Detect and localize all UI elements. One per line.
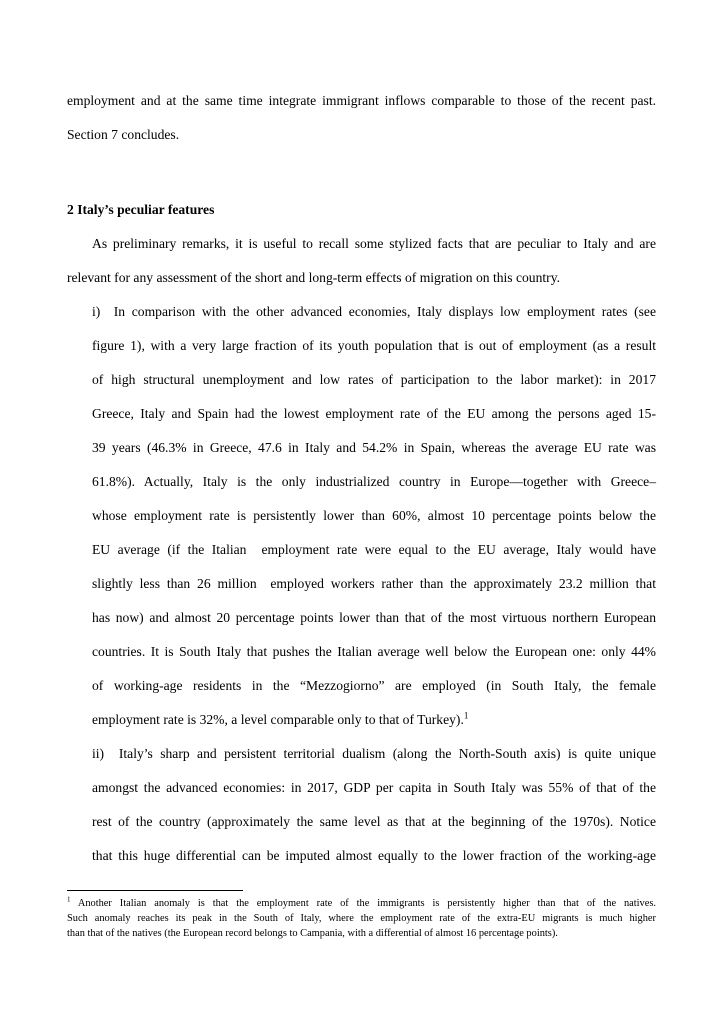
footnote-ref-1[interactable]: 1 [463, 710, 469, 721]
point-i-line-5: 39 years (46.3% in Greece, 47.6 in Italy and 54.2% in Spain, whereas the average EU rate was [92, 440, 656, 455]
footnote-line-3: than that of the natives (the European record belongs to Campania, with a differential of almost 16 percentage points). [67, 928, 558, 939]
point-ii-line-3: rest of the country (approximately the same level as that at the beginning of the 1970s). Notice [92, 814, 656, 829]
prelim-line-1: As preliminary remarks, it is useful to recall some stylized facts that are peculiar to Italy and are [92, 236, 656, 251]
footnote-line-1 [67, 896, 656, 911]
point-i-line-4: Greece, Italy and Spain had the lowest employment rate of the EU among the persons aged 15- [92, 406, 656, 421]
footnote-line-2: Such anomaly reaches its peak in the South of Italy, where the employment rate of the extra-EU migrants is much higher [67, 913, 656, 924]
section-heading: 2 Italy’s peculiar features [67, 202, 215, 217]
footnote-marker: 1 [67, 895, 71, 904]
intro-line-2: Section 7 concludes. [67, 127, 180, 142]
point-i-last-text: employment rate is 32%, a level comparable only to that of Turkey). [92, 712, 464, 727]
section-gap [67, 152, 656, 193]
footnote-line-1-text: Another Italian anomaly is that the employment rate of the immigrants is persistently higher than that of the natives. [70, 898, 656, 909]
footnote [67, 896, 656, 941]
point-i-line-10: has now) and almost 20 percentage points lower than that of the most virtuous northern European [92, 610, 656, 625]
point-i-line-8: EU average (if the Italian employment rate were equal to the EU average, Italy would have [92, 542, 656, 557]
point-i-line-2: figure 1), with a very large fraction of its youth population that is out of employment (as a result [92, 338, 656, 353]
prelim-line-2: relevant for any assessment of the short and long-term effects of migration on this country. [67, 270, 561, 285]
point-i-line-7: whose employment rate is persistently lower than 60%, almost 10 percentage points below the [92, 508, 656, 523]
point-ii-line-4: that this huge differential can be imputed almost equally to the lower fraction of the working-age [92, 848, 656, 863]
intro-line-1: employment and at the same time integrate immigrant inflows comparable to those of the recent past. [67, 93, 656, 108]
point-i-line-1: i) In comparison with the other advanced economies, Italy displays low employment rates (see [92, 304, 656, 319]
point-i-line-9: slightly less than 26 million employed workers rather than the approximately 23.2 million that [92, 576, 656, 591]
point-i-line-11: countries. It is South Italy that pushes the Italian average well below the European one: only 44% [92, 644, 656, 659]
point-i-line-6: 61.8%). Actually, Italy is the only industrialized country in Europe—together with Greece– [92, 474, 656, 489]
point-i-line-3: of high structural unemployment and low rates of participation to the labor market): in 2017 [92, 372, 656, 387]
point-i-last-line [67, 703, 656, 737]
point-ii-line-1: ii) Italy’s sharp and persistent territorial dualism (along the North-South axis) is quite unique [92, 746, 656, 761]
document-body [67, 84, 656, 873]
point-ii-line-2: amongst the advanced economies: in 2017, GDP per capita in South Italy was 55% of that of the [92, 780, 656, 795]
point-i-line-12: of working-age residents in the “Mezzogiorno” are employed (in South Italy, the female [92, 678, 656, 693]
footnote-divider [67, 890, 243, 891]
